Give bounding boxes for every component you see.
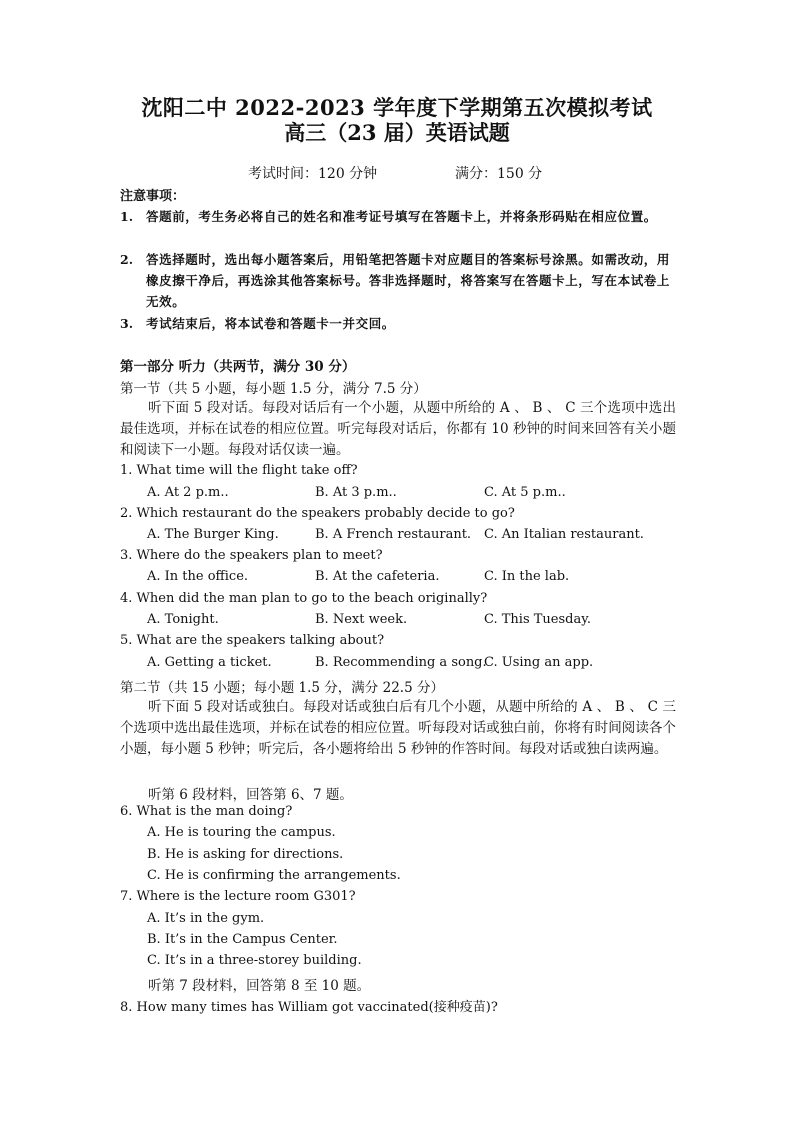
material-note-6: 听第 6 段材料，回答第 6、7 题。	[148, 787, 353, 803]
notice-text: 考试结束后，将本试卷和答题卡一并交回。	[146, 316, 395, 331]
notice-item	[120, 206, 680, 227]
section2-instructions: 听下面 5 段对话或独白。每段对话或独白后有几个小题，从题中所给的 A 、 B 、 C 三个选项中选出最佳选项，并标在试卷的相应位置。听每段对话或独白前，你将有时间阅读各个小题，每小题 5 秒钟；听完后，各小题将给出 5 秒钟的作答时间。每段对话或独白读两遍。	[120, 699, 676, 757]
option-a: A. Getting a ticket.	[147, 655, 272, 670]
option-a: A. At 2 p.m..	[147, 485, 229, 500]
notice-item	[120, 313, 680, 334]
notice-number: 1.	[120, 209, 134, 224]
option-c: C. Using an app.	[484, 655, 594, 670]
section1-heading: 第一节（共 5 小题，每小题 1.5 分，满分 7.5 分）	[120, 381, 427, 397]
option-c: C. At 5 p.m..	[484, 485, 566, 500]
question-stem: 8. How many times has William got vaccinated(接种疫苗)?	[120, 1000, 498, 1015]
option-b: B. Next week.	[315, 612, 408, 627]
option-b: B. A French restaurant.	[315, 527, 472, 542]
notice-item	[120, 249, 680, 312]
material-note-7: 听第 7 段材料，回答第 8 至 10 题。	[148, 978, 371, 994]
option-b: B. At the cafeteria.	[315, 569, 440, 584]
option-b: B. At 3 p.m..	[315, 485, 397, 500]
question-stem: 3. Where do the speakers plan to meet?	[120, 548, 383, 563]
question-stem: 7. Where is the lecture room G301?	[120, 889, 356, 904]
notice-number: 2.	[120, 252, 134, 267]
question-stem: 2. Which restaurant do the speakers probably decide to go?	[120, 506, 515, 521]
question-stem: 5. What are the speakers talking about?	[120, 633, 385, 648]
option-a: A. In the office.	[147, 569, 249, 584]
exam-subtitle: 高三（23 届）英语试题	[284, 120, 510, 145]
notice-number: 3.	[120, 316, 134, 331]
option-a: A. It’s in the gym.	[147, 911, 265, 926]
option-c: C. An Italian restaurant.	[484, 527, 644, 542]
section1-instructions: 听下面 5 段对话。每段对话后有一个小题，从题中所给的 A 、 B 、 C 三个选项中选出最佳选项，并标在试卷的相应位置。听完每段对话后，你都有 10 秒钟的时间来回答有关小题和阅读下一小题。每段对话仅读一遍。	[120, 400, 676, 458]
option-c: C. In the lab.	[484, 569, 570, 584]
section2-heading: 第二节（共 15 小题；每小题 1.5 分，满分 22.5 分）	[120, 680, 444, 696]
notice-text: 答选择题时，选出每小题答案后，用铅笔把答题卡对应题目的答案标号涂黑。如需改动，用橡皮擦干净后，再选涂其他答案标号。答非选择题时，将答案写在答题卡上，写在本试卷上无效。	[146, 252, 671, 309]
option-a: A. He is touring the campus.	[147, 825, 336, 840]
full-score: 满分：150 分	[455, 166, 543, 182]
question-stem: 1. What time will the flight take off?	[120, 463, 358, 478]
exam-time: 考试时间：120 分钟	[248, 166, 378, 182]
option-b: B. Recommending a song.	[315, 655, 487, 670]
option-c: C. It’s in a three-storey building.	[147, 953, 362, 968]
part1-heading: 第一部分 听力（共两节，满分 30 分）	[120, 359, 356, 375]
question-stem: 4. When did the man plan to go to the beach originally?	[120, 591, 488, 606]
notice-text: 答题前，考生务必将自己的姓名和准考证号填写在答题卡上，并将条形码贴在相应位置。	[146, 209, 657, 224]
notice-heading: 注意事项：	[120, 189, 186, 204]
option-c: C. He is confirming the arrangements.	[147, 868, 401, 883]
option-b: B. He is asking for directions.	[147, 847, 344, 862]
option-a: A. Tonight.	[147, 612, 219, 627]
option-b: B. It’s in the Campus Center.	[147, 932, 338, 947]
question-stem: 6. What is the man doing?	[120, 804, 293, 819]
exam-title: 沈阳二中 2022-2023 学年度下学期第五次模拟考试	[141, 95, 653, 120]
option-a: A. The Burger King.	[147, 527, 279, 542]
option-c: C. This Tuesday.	[484, 612, 591, 627]
